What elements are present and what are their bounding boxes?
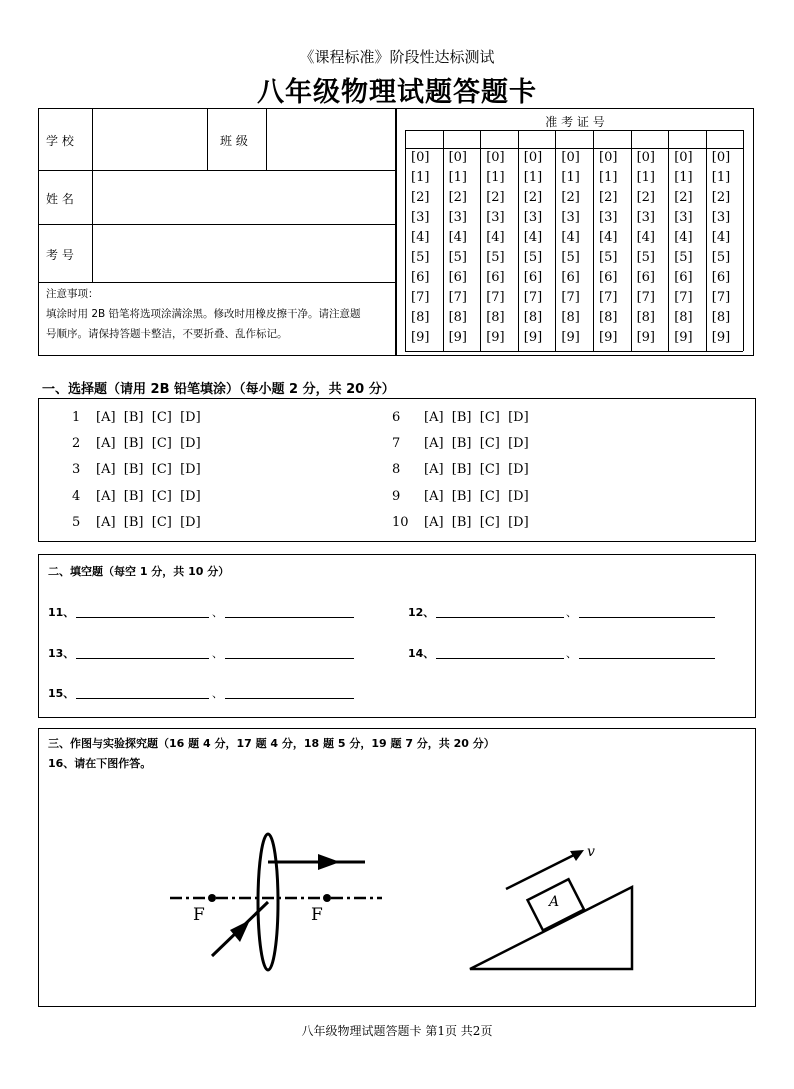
- notice-title: 注意事项：: [46, 288, 99, 300]
- focal-point-left: [208, 894, 216, 902]
- incline-block-diagram[interactable]: [462, 845, 642, 975]
- ray-arrowhead: [318, 854, 340, 870]
- admission-column-divider: [668, 130, 669, 351]
- admission-digit-bubble[interactable]: [6]: [636, 270, 656, 285]
- admission-digit-bubble[interactable]: [5]: [636, 250, 656, 265]
- choice-options[interactable]: [A] [B] [C] [D]: [424, 514, 529, 530]
- admission-digit-bubble[interactable]: [6]: [523, 270, 543, 285]
- fill-item-label: 12、: [408, 606, 435, 619]
- fill-blank[interactable]: [436, 617, 564, 618]
- admission-digit-bubble[interactable]: [9]: [486, 330, 505, 345]
- admission-digit-bubble[interactable]: [1]: [523, 170, 543, 185]
- admission-digit-bubble[interactable]: [2]: [448, 190, 468, 205]
- section1-heading: 一、选择题（请用 2B 铅笔填涂）（每小题 2 分，共 20 分）: [42, 382, 395, 397]
- admission-digit-bubble[interactable]: [0]: [636, 150, 656, 165]
- admission-column-divider: [743, 130, 744, 351]
- admission-digit-bubble[interactable]: [2]: [599, 190, 618, 205]
- admission-digit-bubble[interactable]: [9]: [523, 330, 543, 345]
- admission-column-divider: [706, 130, 707, 351]
- fill-blank[interactable]: [225, 698, 354, 699]
- admission-digit-bubble[interactable]: [1]: [711, 170, 731, 185]
- admission-digit-bubble[interactable]: [9]: [448, 330, 468, 345]
- ray-arrowhead: [230, 920, 250, 942]
- admission-digit-bubble[interactable]: [4]: [448, 230, 468, 245]
- admission-digit-bubble[interactable]: [6]: [599, 270, 618, 285]
- exam-no-label: 考 号: [46, 248, 74, 262]
- choice-options[interactable]: [A] [B] [C] [D]: [96, 410, 201, 425]
- choice-options[interactable]: [A] [B] [C] [D]: [96, 436, 201, 452]
- admission-digit-bubble[interactable]: [1]: [448, 170, 468, 185]
- name-label: 姓 名: [46, 192, 74, 206]
- question-16-prompt: 16、请在下图作答。: [48, 757, 152, 770]
- blank-separator: 、: [566, 606, 577, 619]
- admission-digit-bubble[interactable]: [4]: [636, 230, 656, 245]
- exam-no-field[interactable]: [93, 225, 395, 281]
- admission-digit-bubble[interactable]: [8]: [561, 310, 580, 325]
- admission-digit-bubble[interactable]: [8]: [599, 310, 618, 325]
- admission-digit-bubble[interactable]: [5]: [711, 250, 731, 265]
- admission-digit-bubble[interactable]: [3]: [711, 210, 731, 225]
- info-divider: [38, 282, 396, 283]
- admission-digit-bubble[interactable]: [6]: [411, 270, 430, 285]
- admission-digit-bubble[interactable]: [8]: [448, 310, 468, 325]
- school-label: 学 校: [46, 134, 74, 148]
- admission-column-divider: [443, 130, 444, 351]
- fill-item-label: 15、: [48, 687, 75, 700]
- admission-digit-bubble[interactable]: [1]: [411, 170, 430, 185]
- name-field[interactable]: [93, 171, 395, 223]
- admission-digit-bubble[interactable]: [4]: [486, 230, 505, 245]
- admission-digit-bubble[interactable]: [2]: [674, 190, 693, 205]
- info-divider: [207, 108, 208, 170]
- blank-separator: 、: [212, 687, 223, 700]
- admission-digit-bubble[interactable]: [9]: [636, 330, 656, 345]
- admission-digit-bubble[interactable]: [8]: [486, 310, 505, 325]
- fill-item-label: 14、: [408, 647, 435, 660]
- admission-digit-bubble[interactable]: [7]: [711, 290, 731, 305]
- admission-digit-bubble[interactable]: [8]: [711, 310, 731, 325]
- admission-digit-bubble[interactable]: [8]: [636, 310, 656, 325]
- choice-options[interactable]: [A] [B] [C] [D]: [424, 410, 529, 425]
- admission-digit-bubble[interactable]: [7]: [561, 290, 580, 305]
- admission-digit-bubble[interactable]: [5]: [599, 250, 618, 265]
- admission-digit-bubble[interactable]: [5]: [674, 250, 693, 265]
- admission-digit-bubble[interactable]: [7]: [523, 290, 543, 305]
- blank-separator: 、: [212, 606, 223, 619]
- admission-digit-bubble[interactable]: [5]: [411, 250, 430, 265]
- fill-blank[interactable]: [436, 658, 564, 659]
- admission-column-divider: [631, 130, 632, 351]
- admission-digit-bubble[interactable]: [2]: [561, 190, 580, 205]
- admission-digit-bubble[interactable]: [3]: [448, 210, 468, 225]
- admission-digit-bubble[interactable]: [4]: [523, 230, 543, 245]
- choice-question-number: 7: [392, 436, 401, 452]
- page-title: 八年级物理试题答题卡: [257, 77, 537, 108]
- fill-blank[interactable]: [225, 617, 354, 618]
- class-field[interactable]: [267, 109, 395, 169]
- fill-blank[interactable]: [579, 617, 715, 618]
- admission-digit-bubble[interactable]: [0]: [711, 150, 731, 165]
- admission-digit-bubble[interactable]: [6]: [711, 270, 731, 285]
- admission-digit-bubble[interactable]: [0]: [599, 150, 618, 165]
- choice-question-number: 9: [392, 488, 401, 504]
- notice-line: 填涂时用 2B 铅笔将选项涂满涂黑。修改时用橡皮擦干净。请注意题: [46, 308, 361, 320]
- choice-question-number: 5: [72, 514, 81, 530]
- admission-divider: [405, 148, 743, 149]
- choice-question-number: 3: [72, 462, 81, 478]
- admission-digit-bubble[interactable]: [7]: [599, 290, 618, 305]
- admission-digit-bubble[interactable]: [9]: [599, 330, 618, 345]
- admission-column-divider: [593, 130, 594, 351]
- admission-digit-bubble[interactable]: [3]: [411, 210, 430, 225]
- admission-divider: [405, 130, 743, 131]
- subtitle: 《课程标准》阶段性达标测试: [299, 48, 495, 66]
- admission-digit-bubble[interactable]: [5]: [561, 250, 580, 265]
- admission-digit-bubble[interactable]: [1]: [599, 170, 618, 185]
- admission-digit-bubble[interactable]: [0]: [486, 150, 505, 165]
- admission-digit-bubble[interactable]: [3]: [599, 210, 618, 225]
- choice-options[interactable]: [A] [B] [C] [D]: [424, 436, 529, 452]
- admission-digit-bubble[interactable]: [9]: [674, 330, 693, 345]
- admission-digit-bubble[interactable]: [1]: [674, 170, 693, 185]
- admission-digit-bubble[interactable]: [7]: [411, 290, 430, 305]
- choice-question-number: 10: [392, 514, 409, 530]
- admission-digit-bubble[interactable]: [9]: [711, 330, 731, 345]
- admission-digit-bubble[interactable]: [4]: [561, 230, 580, 245]
- admission-digit-bubble[interactable]: [6]: [674, 270, 693, 285]
- admission-digit-bubble[interactable]: [0]: [674, 150, 693, 165]
- choice-question-number: 1: [72, 410, 81, 425]
- page-footer: 八年级物理试题答题卡 第1页 共2页: [301, 1024, 493, 1038]
- choice-options[interactable]: [A] [B] [C] [D]: [424, 488, 529, 504]
- admission-digit-bubble[interactable]: [7]: [674, 290, 693, 305]
- admission-digit-bubble[interactable]: [3]: [561, 210, 580, 225]
- admission-column-divider: [480, 130, 481, 351]
- admission-digit-bubble[interactable]: [2]: [711, 190, 731, 205]
- admission-digit-bubble[interactable]: [7]: [636, 290, 656, 305]
- admission-digit-bubble[interactable]: [0]: [411, 150, 430, 165]
- choice-options[interactable]: [A] [B] [C] [D]: [424, 462, 529, 478]
- focal-label-right: F: [311, 905, 323, 925]
- admission-digit-bubble[interactable]: [6]: [486, 270, 505, 285]
- school-field[interactable]: [93, 109, 206, 169]
- fill-blank[interactable]: [76, 658, 209, 659]
- admission-digit-bubble[interactable]: [0]: [561, 150, 580, 165]
- choice-options[interactable]: [A] [B] [C] [D]: [96, 488, 201, 504]
- admission-digit-bubble[interactable]: [6]: [561, 270, 580, 285]
- admission-digit-bubble[interactable]: [1]: [561, 170, 580, 185]
- admission-digit-bubble[interactable]: [3]: [674, 210, 693, 225]
- blank-separator: 、: [566, 647, 577, 660]
- admission-digit-bubble[interactable]: [8]: [674, 310, 693, 325]
- admission-digit-bubble[interactable]: [6]: [448, 270, 468, 285]
- admission-digit-bubble[interactable]: [1]: [486, 170, 505, 185]
- admission-digit-bubble[interactable]: [9]: [411, 330, 430, 345]
- admission-column-divider: [518, 130, 519, 351]
- notice-line: 号顺序。请保持答题卡整洁，不要折叠、乱作标记。: [46, 328, 288, 340]
- admission-digit-bubble[interactable]: [0]: [523, 150, 543, 165]
- admission-digit-bubble[interactable]: [7]: [486, 290, 505, 305]
- class-label: 班 级: [220, 134, 248, 148]
- admission-digit-bubble[interactable]: [1]: [636, 170, 656, 185]
- blank-separator: 、: [212, 647, 223, 660]
- convex-lens-diagram[interactable]: [160, 820, 390, 980]
- choice-options[interactable]: [A] [B] [C] [D]: [96, 514, 201, 530]
- admission-digit-bubble[interactable]: [5]: [448, 250, 468, 265]
- fill-item-label: 11、: [48, 606, 75, 619]
- admission-digit-bubble[interactable]: [9]: [561, 330, 580, 345]
- velocity-label: v: [587, 844, 595, 860]
- fill-blank[interactable]: [225, 658, 354, 659]
- admission-digit-bubble[interactable]: [4]: [674, 230, 693, 245]
- admission-digit-bubble[interactable]: [2]: [636, 190, 656, 205]
- choice-question-number: 4: [72, 488, 81, 504]
- fill-blank[interactable]: [76, 617, 209, 618]
- block-label: A: [549, 894, 560, 910]
- focal-label-left: F: [193, 905, 205, 925]
- admission-digit-bubble[interactable]: [8]: [411, 310, 430, 325]
- admission-divider: [405, 351, 743, 352]
- admission-digit-bubble[interactable]: [4]: [711, 230, 731, 245]
- admission-digit-bubble[interactable]: [0]: [448, 150, 468, 165]
- focal-point-right: [323, 894, 331, 902]
- choice-question-number: 8: [392, 462, 401, 478]
- admission-digit-bubble[interactable]: [7]: [448, 290, 468, 305]
- choice-options[interactable]: [A] [B] [C] [D]: [96, 462, 201, 478]
- admission-digit-bubble[interactable]: [4]: [599, 230, 618, 245]
- admission-digit-bubble[interactable]: [3]: [486, 210, 505, 225]
- choice-question-number: 2: [72, 436, 81, 452]
- admission-digit-bubble[interactable]: [5]: [486, 250, 505, 265]
- admission-digit-bubble[interactable]: [2]: [523, 190, 543, 205]
- admission-title: 准 考 证 号: [545, 115, 605, 129]
- admission-column-divider: [555, 130, 556, 351]
- choice-question-number: 6: [392, 410, 401, 425]
- admission-digit-bubble[interactable]: [2]: [486, 190, 505, 205]
- fill-blank[interactable]: [76, 698, 209, 699]
- admission-digit-bubble[interactable]: [4]: [411, 230, 430, 245]
- section3-heading: 三、作图与实验探究题（16 题 4 分，17 题 4 分，18 题 5 分，19 题 7 分，共 20 分）: [48, 737, 495, 750]
- admission-digit-bubble[interactable]: [2]: [411, 190, 430, 205]
- admission-column-divider: [405, 130, 406, 351]
- admission-digit-bubble[interactable]: [8]: [523, 310, 543, 325]
- admission-digit-bubble[interactable]: [3]: [523, 210, 543, 225]
- section2-heading: 二、填空题（每空 1 分，共 10 分）: [48, 565, 230, 578]
- admission-digit-bubble[interactable]: [3]: [636, 210, 656, 225]
- admission-digit-bubble[interactable]: [5]: [523, 250, 543, 265]
- fill-blank[interactable]: [579, 658, 715, 659]
- fill-item-label: 13、: [48, 647, 75, 660]
